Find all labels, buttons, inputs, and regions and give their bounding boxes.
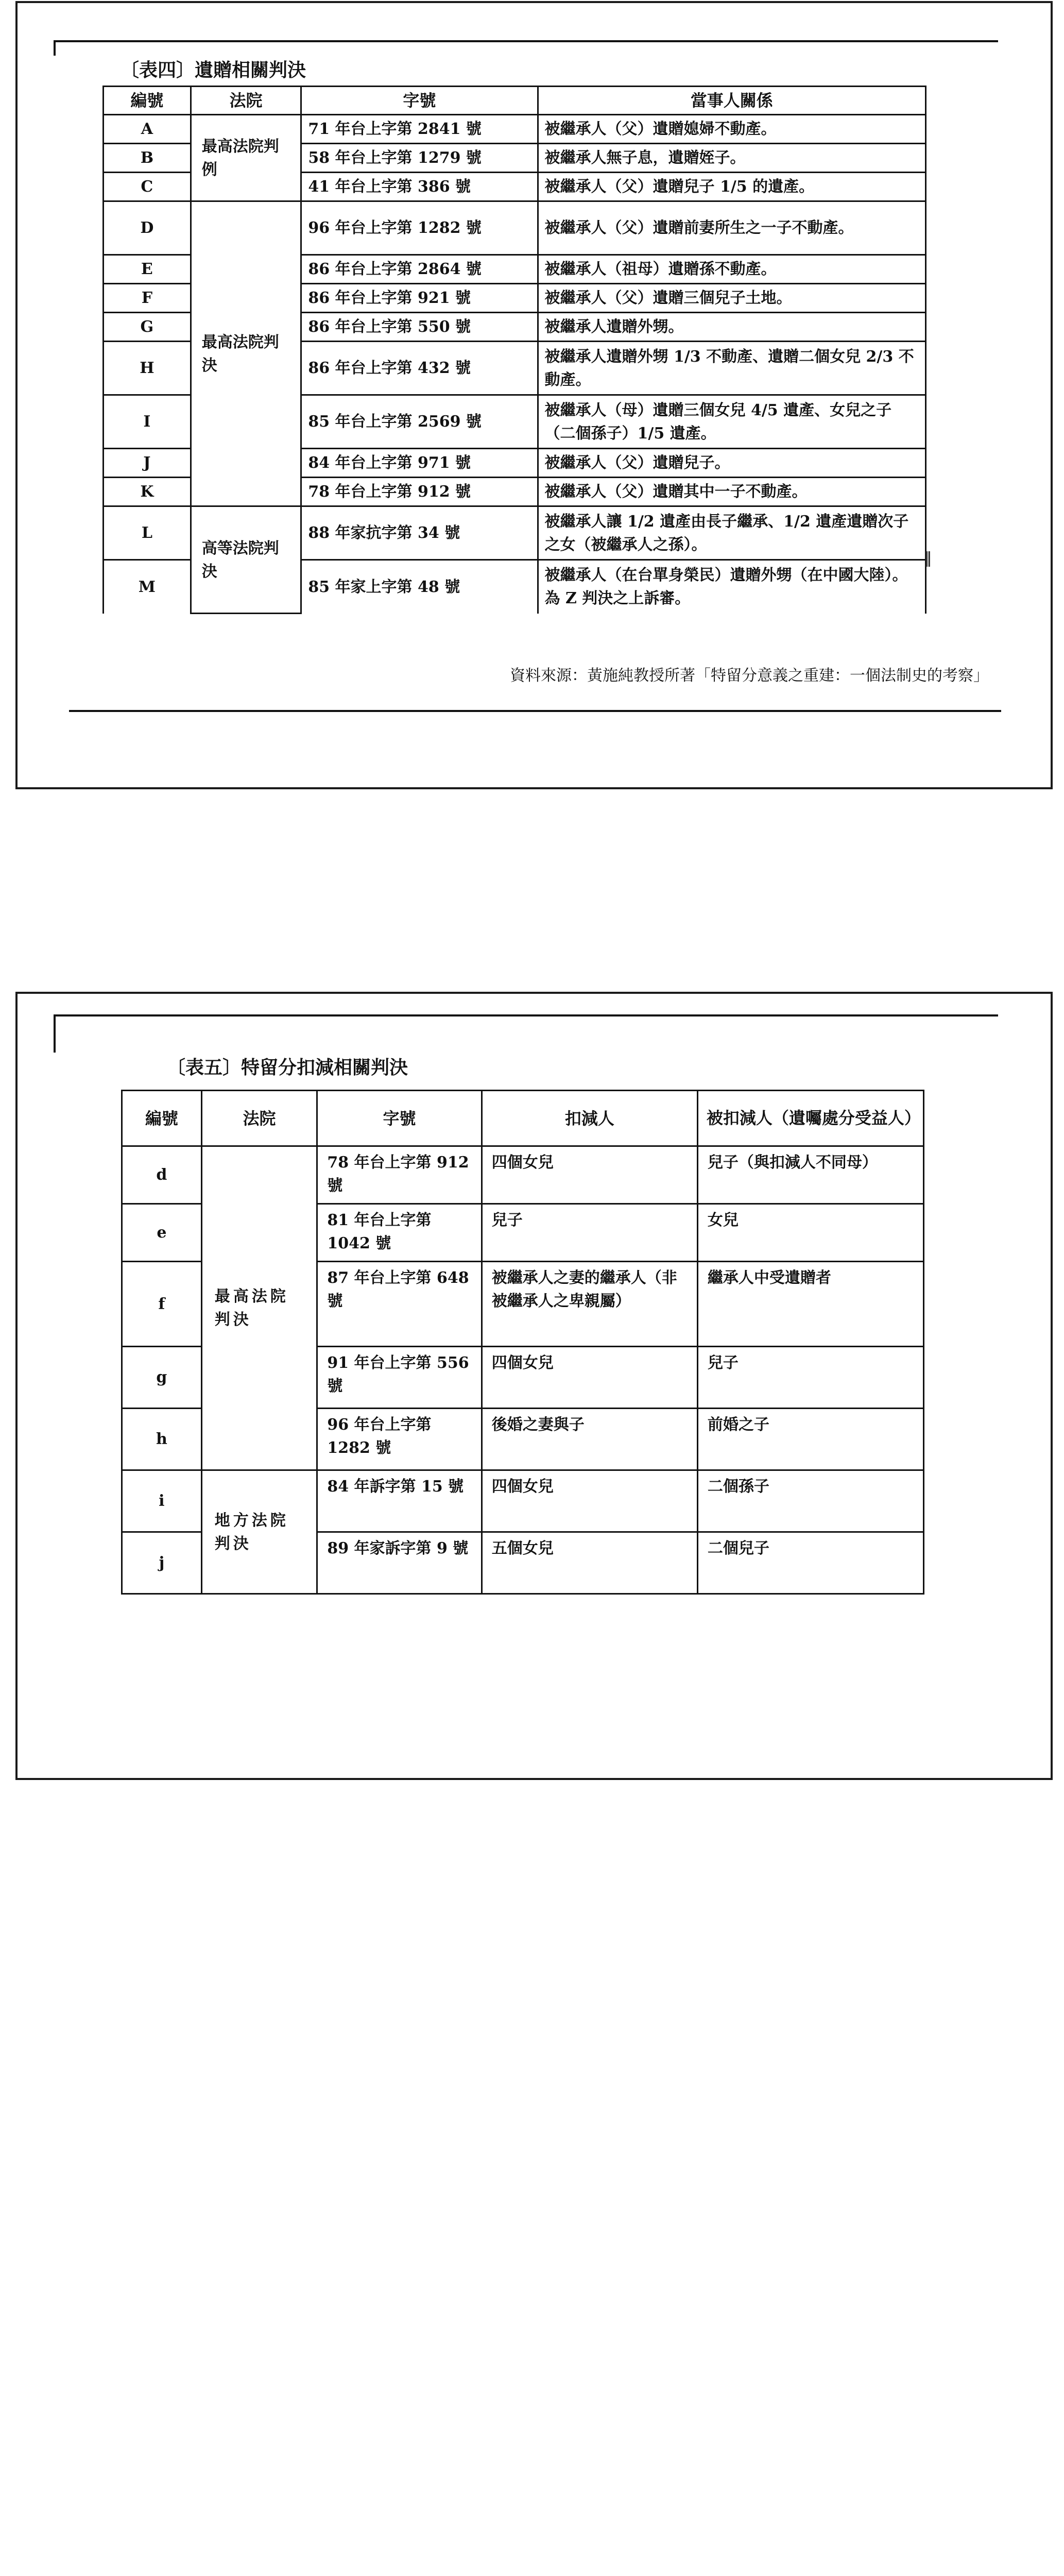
table-row <box>122 1146 924 1204</box>
row-id: g <box>122 1347 202 1409</box>
court-cell: 最高法院判例 <box>191 115 301 201</box>
case-number: 71 年台上字第 2841 號 <box>301 115 538 144</box>
court-cell: 地方法院判決 <box>201 1470 317 1594</box>
case-number: 41 年台上字第 386 號 <box>301 173 538 201</box>
header-defendant: 被扣減人（遺囑處分受益人） <box>697 1091 923 1146</box>
case-number: 96 年台上字第 1282 號 <box>301 201 538 255</box>
defendant: 二個孫子 <box>697 1470 923 1532</box>
row-id: j <box>122 1532 202 1594</box>
case-number: 86 年台上字第 550 號 <box>301 313 538 342</box>
case-number: 96 年台上字第 1282 號 <box>317 1409 482 1470</box>
relation: 被繼承人讓 1/2 遺產由長子繼承、1/2 遺產遺贈次子之女（被繼承人之孫）。 <box>538 506 925 560</box>
claimant: 四個女兒 <box>482 1347 697 1409</box>
table-header-row <box>122 1091 924 1146</box>
defendant: 女兒 <box>697 1204 923 1262</box>
defendant: 繼承人中受遺贈者 <box>697 1262 923 1347</box>
relation: 被繼承人遺贈外甥。 <box>538 313 925 342</box>
row-id: B <box>104 144 191 173</box>
case-number: 87 年台上字第 648 號 <box>317 1262 482 1347</box>
court-cell: 最高法院判決 <box>191 201 301 506</box>
table-row <box>104 115 926 144</box>
case-number: 78 年台上字第 912 號 <box>317 1146 482 1204</box>
divider <box>69 710 1001 712</box>
claimant: 五個女兒 <box>482 1532 697 1594</box>
corner-bracket <box>54 1014 998 1053</box>
table4-caption: 〔表四〕遺贈相關判決 <box>121 59 306 81</box>
relation: 被繼承人（父）遺贈兒子 1/5 的遺產。 <box>538 173 925 201</box>
header-court: 法院 <box>201 1091 317 1146</box>
row-id: E <box>104 255 191 284</box>
header-case-no: 字號 <box>301 87 538 115</box>
claimant: 後婚之妻與子 <box>482 1409 697 1470</box>
claimant: 兒子 <box>482 1204 697 1262</box>
row-id: f <box>122 1262 202 1347</box>
scan-artifact: ‖ <box>924 549 932 567</box>
row-id: H <box>104 342 191 395</box>
claimant: 四個女兒 <box>482 1470 697 1532</box>
relation: 被繼承人無子息，遺贈姪子。 <box>538 144 925 173</box>
table5-caption: 〔表五〕特留分扣減相關判決 <box>167 1057 408 1078</box>
row-id: G <box>104 313 191 342</box>
defendant: 兒子（與扣減人不同母） <box>697 1146 923 1204</box>
row-id: h <box>122 1409 202 1470</box>
row-id: I <box>104 395 191 449</box>
header-relation: 當事人關係 <box>538 87 925 115</box>
relation: 被繼承人（父）遺贈三個兒子土地。 <box>538 284 925 313</box>
case-number: 81 年台上字第 1042 號 <box>317 1204 482 1262</box>
defendant: 二個兒子 <box>697 1532 923 1594</box>
case-number: 85 年家上字第 48 號 <box>301 560 538 614</box>
header-id: 編號 <box>104 87 191 115</box>
table5 <box>121 1090 924 1595</box>
header-court: 法院 <box>191 87 301 115</box>
case-number: 86 年台上字第 921 號 <box>301 284 538 313</box>
row-id: A <box>104 115 191 144</box>
case-number: 58 年台上字第 1279 號 <box>301 144 538 173</box>
row-id: K <box>104 478 191 506</box>
row-id: D <box>104 201 191 255</box>
table-header-row <box>104 87 926 115</box>
defendant: 兒子 <box>697 1347 923 1409</box>
table4 <box>102 86 926 614</box>
case-number: 91 年台上字第 556 號 <box>317 1347 482 1409</box>
table-row <box>104 201 926 255</box>
defendant: 前婚之子 <box>697 1409 923 1470</box>
relation: 被繼承人（父）遺贈兒子。 <box>538 449 925 478</box>
court-cell: 高等法院判決 <box>191 506 301 614</box>
table4-source: 資料來源：黃施純教授所著「特留分意義之重建：一個法制史的考察」 <box>510 667 989 685</box>
case-number: 85 年台上字第 2569 號 <box>301 395 538 449</box>
row-id: J <box>104 449 191 478</box>
row-id: C <box>104 173 191 201</box>
row-id: F <box>104 284 191 313</box>
court-cell: 最高法院判決 <box>201 1146 317 1470</box>
corner-bracket <box>54 40 998 56</box>
claimant: 被繼承人之妻的繼承人（非被繼承人之卑親屬） <box>482 1262 697 1347</box>
case-number: 88 年家抗字第 34 號 <box>301 506 538 560</box>
case-number: 78 年台上字第 912 號 <box>301 478 538 506</box>
header-id: 編號 <box>122 1091 202 1146</box>
case-number: 86 年台上字第 432 號 <box>301 342 538 395</box>
claimant: 四個女兒 <box>482 1146 697 1204</box>
relation: 被繼承人（母）遺贈三個女兒 4/5 遺產、女兒之子（二個孫子）1/5 遺產。 <box>538 395 925 449</box>
relation: 被繼承人（在台單身榮民）遺贈外甥（在中國大陸）。為 Z 判決之上訴審。 <box>538 560 925 614</box>
case-number: 86 年台上字第 2864 號 <box>301 255 538 284</box>
case-number: 84 年訴字第 15 號 <box>317 1470 482 1532</box>
relation: 被繼承人（父）遺贈其中一子不動產。 <box>538 478 925 506</box>
table-row <box>104 506 926 560</box>
header-claimant: 扣減人 <box>482 1091 697 1146</box>
table4-panel <box>15 1 1053 789</box>
relation: 被繼承人遺贈外甥 1/3 不動產、遺贈二個女兒 2/3 不動產。 <box>538 342 925 395</box>
case-number: 89 年家訴字第 9 號 <box>317 1532 482 1594</box>
row-id: e <box>122 1204 202 1262</box>
relation: 被繼承人（祖母）遺贈孫不動產。 <box>538 255 925 284</box>
row-id: i <box>122 1470 202 1532</box>
row-id: L <box>104 506 191 560</box>
relation: 被繼承人（父）遺贈前妻所生之一子不動產。 <box>538 201 925 255</box>
case-number: 84 年台上字第 971 號 <box>301 449 538 478</box>
header-case-no: 字號 <box>317 1091 482 1146</box>
relation: 被繼承人（父）遺贈媳婦不動產。 <box>538 115 925 144</box>
row-id: d <box>122 1146 202 1204</box>
table-row <box>122 1470 924 1532</box>
row-id: M <box>104 560 191 614</box>
